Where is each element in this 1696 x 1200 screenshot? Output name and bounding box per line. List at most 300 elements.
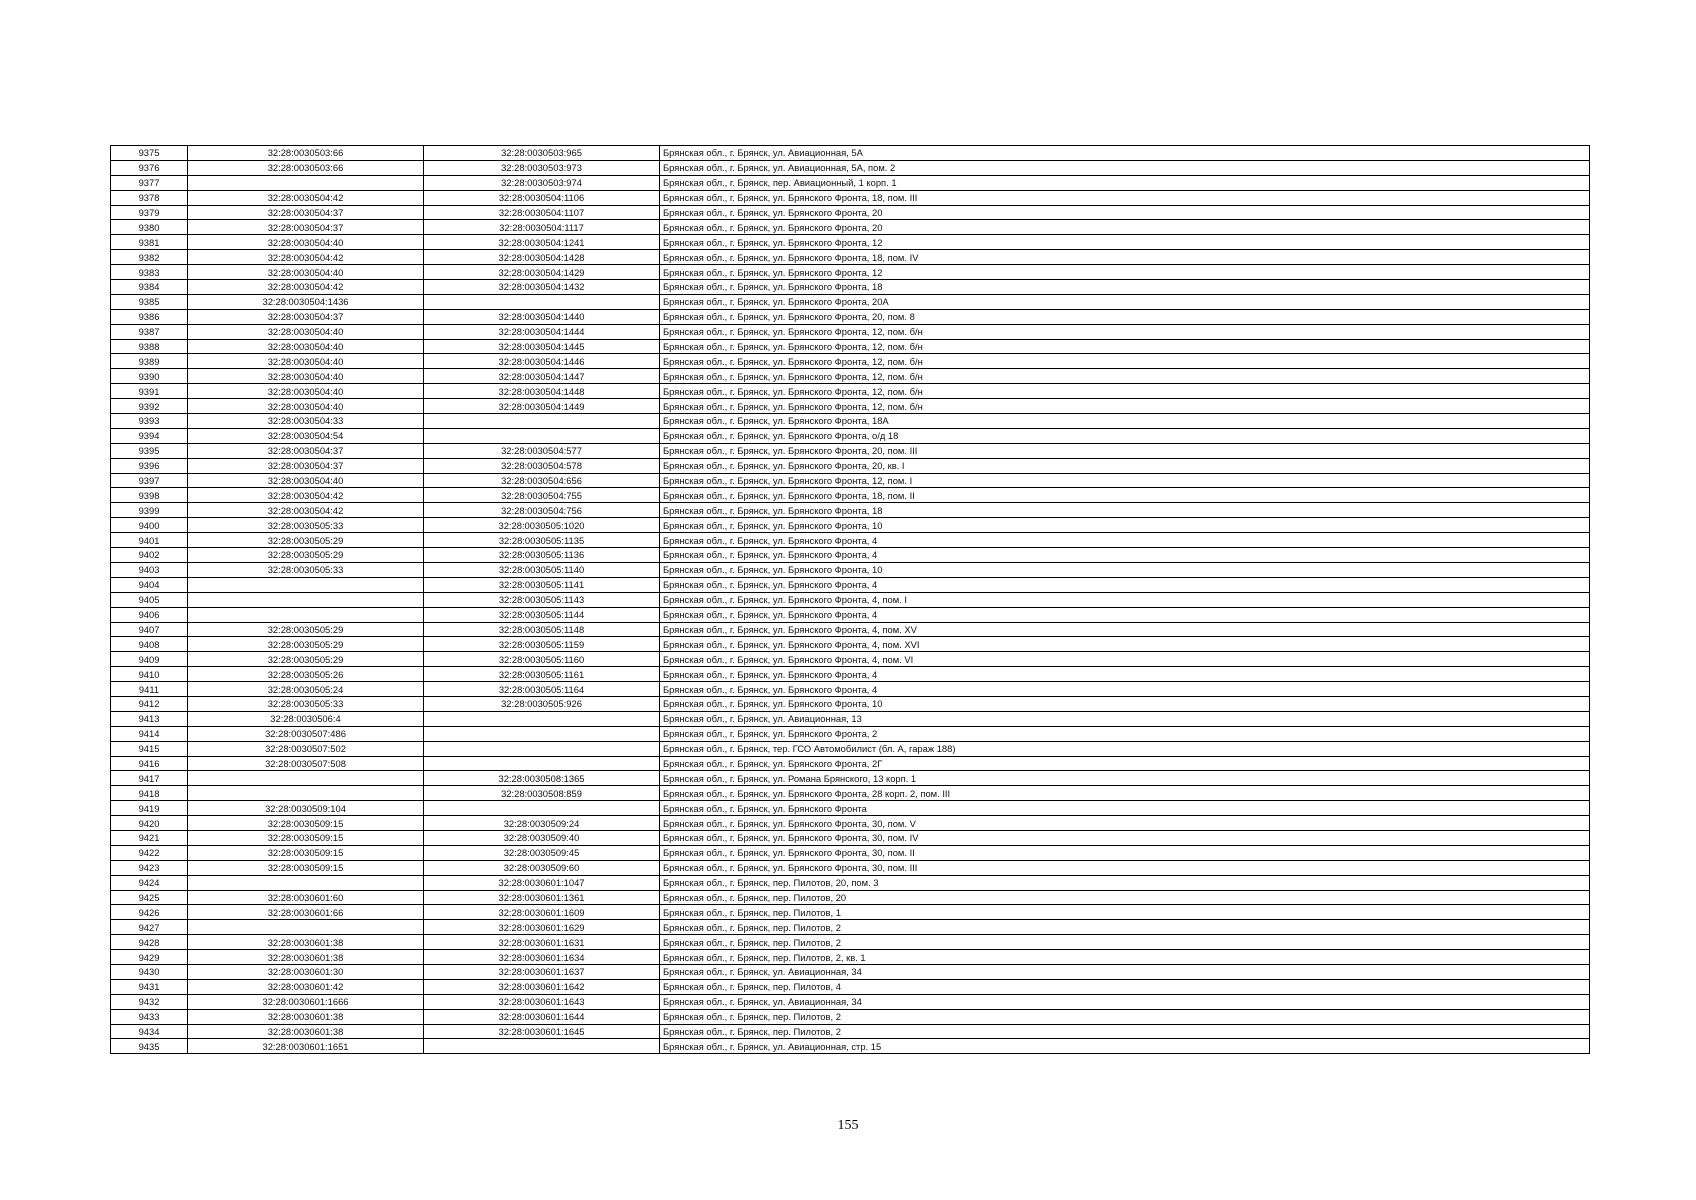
row-number-cell: 9413 (111, 711, 188, 726)
land-cadastral-number-cell: 32:28:0030509:15 (188, 860, 424, 875)
object-cadastral-number-cell: 32:28:0030503:973 (424, 160, 660, 175)
address-cell: Брянская обл., г. Брянск, ул. Брянского Фронта, 12, пом. б/н (660, 339, 1590, 354)
address-cell: Брянская обл., г. Брянск, ул. Брянского Фронта, 10 (660, 696, 1590, 711)
address-cell: Брянская обл., г. Брянск, ул. Брянского Фронта, 30, пом. II (660, 845, 1590, 860)
row-number-cell: 9383 (111, 265, 188, 280)
row-number-cell: 9396 (111, 458, 188, 473)
row-number-cell: 9377 (111, 175, 188, 190)
table-row (111, 905, 1590, 920)
row-number-cell: 9422 (111, 845, 188, 860)
address-cell: Брянская обл., г. Брянск, ул. Авиационная, 34 (660, 964, 1590, 979)
land-cadastral-number-cell: 32:28:0030504:37 (188, 220, 424, 235)
row-number-cell: 9381 (111, 235, 188, 250)
land-cadastral-number-cell: 32:28:0030505:29 (188, 533, 424, 548)
row-number-cell: 9390 (111, 369, 188, 384)
row-number-cell: 9400 (111, 518, 188, 533)
row-number-cell: 9423 (111, 860, 188, 875)
address-cell: Брянская обл., г. Брянск, ул. Брянского Фронта, 12, пом. б/н (660, 399, 1590, 414)
table-row (111, 890, 1590, 905)
land-cadastral-number-cell: 32:28:0030504:37 (188, 309, 424, 324)
row-number-cell: 9415 (111, 741, 188, 756)
table-row (111, 696, 1590, 711)
land-cadastral-number-cell: 32:28:0030504:42 (188, 503, 424, 518)
table-row (111, 950, 1590, 965)
object-cadastral-number-cell (424, 428, 660, 443)
row-number-cell: 9416 (111, 756, 188, 771)
address-cell: Брянская обл., г. Брянск, ул. Брянского Фронта, 20А (660, 294, 1590, 309)
land-cadastral-number-cell (188, 875, 424, 890)
row-number-cell: 9418 (111, 786, 188, 801)
table-row (111, 682, 1590, 697)
address-cell: Брянская обл., г. Брянск, ул. Брянского Фронта, 12 (660, 265, 1590, 280)
row-number-cell: 9430 (111, 964, 188, 979)
object-cadastral-number-cell: 32:28:0030504:1117 (424, 220, 660, 235)
row-number-cell: 9399 (111, 503, 188, 518)
table-row (111, 711, 1590, 726)
row-number-cell: 9435 (111, 1039, 188, 1054)
land-cadastral-number-cell (188, 577, 424, 592)
object-cadastral-number-cell: 32:28:0030504:1428 (424, 250, 660, 265)
address-cell: Брянская обл., г. Брянск, ул. Брянского Фронта, 12, пом. б/н (660, 354, 1590, 369)
address-cell: Брянская обл., г. Брянск, ул. Брянского Фронта, 30, пом. V (660, 816, 1590, 831)
land-cadastral-number-cell: 32:28:0030504:40 (188, 324, 424, 339)
object-cadastral-number-cell: 32:28:0030509:40 (424, 830, 660, 845)
object-cadastral-number-cell: 32:28:0030504:1106 (424, 190, 660, 205)
address-cell: Брянская обл., г. Брянск, ул. Романа Брянского, 13 корп. 1 (660, 771, 1590, 786)
land-cadastral-number-cell: 32:28:0030601:1666 (188, 994, 424, 1009)
address-cell: Брянская обл., г. Брянск, ул. Брянского Фронта, 18, пом. III (660, 190, 1590, 205)
object-cadastral-number-cell: 32:28:0030503:965 (424, 146, 660, 161)
object-cadastral-number-cell: 32:28:0030505:1148 (424, 622, 660, 637)
row-number-cell: 9407 (111, 622, 188, 637)
object-cadastral-number-cell: 32:28:0030504:1107 (424, 205, 660, 220)
object-cadastral-number-cell (424, 756, 660, 771)
row-number-cell: 9424 (111, 875, 188, 890)
object-cadastral-number-cell: 32:28:0030508:859 (424, 786, 660, 801)
address-cell: Брянская обл., г. Брянск, ул. Брянского Фронта, 12, пом. б/н (660, 384, 1590, 399)
land-cadastral-number-cell: 32:28:0030601:38 (188, 1024, 424, 1039)
row-number-cell: 9409 (111, 652, 188, 667)
land-cadastral-number-cell: 32:28:0030601:38 (188, 950, 424, 965)
address-cell: Брянская обл., г. Брянск, пер. Пилотов, 2 (660, 920, 1590, 935)
object-cadastral-number-cell: 32:28:0030505:1159 (424, 637, 660, 652)
address-cell: Брянская обл., г. Брянск, ул. Авиационная, 5А (660, 146, 1590, 161)
land-cadastral-number-cell: 32:28:0030504:40 (188, 235, 424, 250)
land-cadastral-number-cell: 32:28:0030503:66 (188, 160, 424, 175)
address-cell: Брянская обл., г. Брянск, ул. Брянского Фронта, 4, пом. XV (660, 622, 1590, 637)
object-cadastral-number-cell: 32:28:0030601:1629 (424, 920, 660, 935)
table-row (111, 994, 1590, 1009)
row-number-cell: 9376 (111, 160, 188, 175)
row-number-cell: 9387 (111, 324, 188, 339)
address-cell: Брянская обл., г. Брянск, ул. Брянского Фронта, 4 (660, 607, 1590, 622)
row-number-cell: 9405 (111, 592, 188, 607)
table-row (111, 220, 1590, 235)
table-row (111, 265, 1590, 280)
table-row (111, 146, 1590, 161)
address-cell: Брянская обл., г. Брянск, ул. Брянского Фронта, 4, пом. I (660, 592, 1590, 607)
object-cadastral-number-cell: 32:28:0030504:1446 (424, 354, 660, 369)
address-cell: Брянская обл., г. Брянск, ул. Авиационная, 34 (660, 994, 1590, 1009)
land-cadastral-number-cell (188, 607, 424, 622)
row-number-cell: 9397 (111, 473, 188, 488)
land-cadastral-number-cell: 32:28:0030504:40 (188, 265, 424, 280)
table-row (111, 786, 1590, 801)
table-row (111, 1039, 1590, 1054)
row-number-cell: 9386 (111, 309, 188, 324)
land-cadastral-number-cell: 32:28:0030505:29 (188, 548, 424, 563)
object-cadastral-number-cell (424, 1039, 660, 1054)
table-row (111, 205, 1590, 220)
table-row (111, 160, 1590, 175)
address-cell: Брянская обл., г. Брянск, ул. Брянского Фронта, 4 (660, 548, 1590, 563)
land-cadastral-number-cell: 32:28:0030505:24 (188, 682, 424, 697)
address-cell: Брянская обл., г. Брянск, пер. Авиационный, 1 корп. 1 (660, 175, 1590, 190)
page-number: 155 (837, 1118, 859, 1133)
object-cadastral-number-cell: 32:28:0030505:1141 (424, 577, 660, 592)
table-row (111, 190, 1590, 205)
address-cell: Брянская обл., г. Брянск, ул. Брянского Фронта, 30, пом. III (660, 860, 1590, 875)
object-cadastral-number-cell: 32:28:0030504:578 (424, 458, 660, 473)
table-row (111, 354, 1590, 369)
land-cadastral-number-cell: 32:28:0030504:40 (188, 354, 424, 369)
address-cell: Брянская обл., г. Брянск, ул. Брянского Фронта, 2Г (660, 756, 1590, 771)
object-cadastral-number-cell: 32:28:0030505:926 (424, 696, 660, 711)
registry-table (110, 145, 1590, 1054)
object-cadastral-number-cell: 32:28:0030505:1160 (424, 652, 660, 667)
address-cell: Брянская обл., г. Брянск, ул. Авиационная, 13 (660, 711, 1590, 726)
table-row (111, 875, 1590, 890)
table-row (111, 384, 1590, 399)
table-row (111, 935, 1590, 950)
row-number-cell: 9402 (111, 548, 188, 563)
land-cadastral-number-cell (188, 771, 424, 786)
object-cadastral-number-cell (424, 726, 660, 741)
address-cell: Брянская обл., г. Брянск, ул. Брянского Фронта, 12, пом. I (660, 473, 1590, 488)
table-row (111, 533, 1590, 548)
object-cadastral-number-cell: 32:28:0030601:1361 (424, 890, 660, 905)
object-cadastral-number-cell: 32:28:0030504:756 (424, 503, 660, 518)
row-number-cell: 9385 (111, 294, 188, 309)
land-cadastral-number-cell: 32:28:0030505:29 (188, 622, 424, 637)
table-row (111, 607, 1590, 622)
row-number-cell: 9398 (111, 488, 188, 503)
land-cadastral-number-cell: 32:28:0030504:40 (188, 384, 424, 399)
row-number-cell: 9419 (111, 801, 188, 816)
land-cadastral-number-cell (188, 175, 424, 190)
address-cell: Брянская обл., г. Брянск, ул. Брянского Фронта, 12, пом. б/н (660, 369, 1590, 384)
address-cell: Брянская обл., г. Брянск, ул. Брянского Фронта, 4, пом. VI (660, 652, 1590, 667)
row-number-cell: 9406 (111, 607, 188, 622)
object-cadastral-number-cell: 32:28:0030504:1241 (424, 235, 660, 250)
row-number-cell: 9379 (111, 205, 188, 220)
table-row (111, 577, 1590, 592)
registry-table-body (111, 146, 1590, 1054)
object-cadastral-number-cell: 32:28:0030509:45 (424, 845, 660, 860)
table-row (111, 518, 1590, 533)
table-row (111, 637, 1590, 652)
address-cell: Брянская обл., г. Брянск, ул. Брянского Фронта, 20, пом. 8 (660, 309, 1590, 324)
row-number-cell: 9434 (111, 1024, 188, 1039)
object-cadastral-number-cell: 32:28:0030601:1609 (424, 905, 660, 920)
row-number-cell: 9410 (111, 667, 188, 682)
address-cell: Брянская обл., г. Брянск, ул. Брянского Фронта, 4 (660, 682, 1590, 697)
row-number-cell: 9414 (111, 726, 188, 741)
row-number-cell: 9408 (111, 637, 188, 652)
row-number-cell: 9389 (111, 354, 188, 369)
address-cell: Брянская обл., г. Брянск, пер. Пилотов, 4 (660, 979, 1590, 994)
object-cadastral-number-cell: 32:28:0030505:1143 (424, 592, 660, 607)
row-number-cell: 9417 (111, 771, 188, 786)
land-cadastral-number-cell: 32:28:0030504:37 (188, 458, 424, 473)
address-cell: Брянская обл., г. Брянск, ул. Брянского Фронта, 18А (660, 414, 1590, 429)
object-cadastral-number-cell: 32:28:0030601:1631 (424, 935, 660, 950)
table-row (111, 1009, 1590, 1024)
object-cadastral-number-cell: 32:28:0030504:577 (424, 443, 660, 458)
address-cell: Брянская обл., г. Брянск, ул. Брянского Фронта, 28 корп. 2, пом. III (660, 786, 1590, 801)
table-row (111, 816, 1590, 831)
row-number-cell: 9428 (111, 935, 188, 950)
land-cadastral-number-cell: 32:28:0030504:40 (188, 339, 424, 354)
address-cell: Брянская обл., г. Брянск, ул. Брянского Фронта, 18 (660, 503, 1590, 518)
table-row (111, 235, 1590, 250)
land-cadastral-number-cell (188, 920, 424, 935)
address-cell: Брянская обл., г. Брянск, ул. Брянского Фронта, 4 (660, 667, 1590, 682)
address-cell: Брянская обл., г. Брянск, ул. Авиационная, стр. 15 (660, 1039, 1590, 1054)
address-cell: Брянская обл., г. Брянск, ул. Брянского Фронта (660, 801, 1590, 816)
land-cadastral-number-cell: 32:28:0030505:33 (188, 562, 424, 577)
land-cadastral-number-cell: 32:28:0030601:30 (188, 964, 424, 979)
land-cadastral-number-cell: 32:28:0030503:66 (188, 146, 424, 161)
land-cadastral-number-cell: 32:28:0030505:26 (188, 667, 424, 682)
land-cadastral-number-cell: 32:28:0030504:40 (188, 473, 424, 488)
land-cadastral-number-cell: 32:28:0030505:33 (188, 518, 424, 533)
land-cadastral-number-cell: 32:28:0030504:42 (188, 250, 424, 265)
table-row (111, 324, 1590, 339)
address-cell: Брянская обл., г. Брянск, ул. Брянского Фронта, 18 (660, 280, 1590, 295)
land-cadastral-number-cell: 32:28:0030507:508 (188, 756, 424, 771)
object-cadastral-number-cell: 32:28:0030504:1445 (424, 339, 660, 354)
object-cadastral-number-cell: 32:28:0030505:1164 (424, 682, 660, 697)
land-cadastral-number-cell: 32:28:0030505:33 (188, 696, 424, 711)
table-row (111, 280, 1590, 295)
object-cadastral-number-cell: 32:28:0030504:755 (424, 488, 660, 503)
table-row (111, 964, 1590, 979)
address-cell: Брянская обл., г. Брянск, пер. Пилотов, 2 (660, 1024, 1590, 1039)
land-cadastral-number-cell: 32:28:0030509:104 (188, 801, 424, 816)
object-cadastral-number-cell: 32:28:0030505:1144 (424, 607, 660, 622)
land-cadastral-number-cell: 32:28:0030601:42 (188, 979, 424, 994)
table-row (111, 399, 1590, 414)
table-row (111, 771, 1590, 786)
address-cell: Брянская обл., г. Брянск, пер. Пилотов, 20 (660, 890, 1590, 905)
table-row (111, 473, 1590, 488)
table-row (111, 1024, 1590, 1039)
address-cell: Брянская обл., г. Брянск, пер. Пилотов, 2, кв. 1 (660, 950, 1590, 965)
row-number-cell: 9429 (111, 950, 188, 965)
table-row (111, 652, 1590, 667)
row-number-cell: 9393 (111, 414, 188, 429)
table-row (111, 339, 1590, 354)
table-row (111, 458, 1590, 473)
table-row (111, 845, 1590, 860)
land-cadastral-number-cell: 32:28:0030507:502 (188, 741, 424, 756)
address-cell: Брянская обл., г. Брянск, ул. Брянского Фронта, 18, пом. IV (660, 250, 1590, 265)
object-cadastral-number-cell: 32:28:0030508:1365 (424, 771, 660, 786)
land-cadastral-number-cell: 32:28:0030505:29 (188, 637, 424, 652)
object-cadastral-number-cell: 32:28:0030503:974 (424, 175, 660, 190)
table-row (111, 667, 1590, 682)
object-cadastral-number-cell (424, 294, 660, 309)
land-cadastral-number-cell: 32:28:0030504:54 (188, 428, 424, 443)
table-row (111, 860, 1590, 875)
table-row (111, 294, 1590, 309)
address-cell: Брянская обл., г. Брянск, ул. Брянского Фронта, 20 (660, 220, 1590, 235)
row-number-cell: 9431 (111, 979, 188, 994)
table-row (111, 503, 1590, 518)
address-cell: Брянская обл., г. Брянск, ул. Брянского Фронта, 4 (660, 533, 1590, 548)
object-cadastral-number-cell: 32:28:0030509:24 (424, 816, 660, 831)
object-cadastral-number-cell: 32:28:0030504:1449 (424, 399, 660, 414)
object-cadastral-number-cell: 32:28:0030504:1447 (424, 369, 660, 384)
land-cadastral-number-cell: 32:28:0030506:4 (188, 711, 424, 726)
address-cell: Брянская обл., г. Брянск, тер. ГСО Автомобилист (бл. А, гараж 188) (660, 741, 1590, 756)
land-cadastral-number-cell (188, 786, 424, 801)
row-number-cell: 9394 (111, 428, 188, 443)
address-cell: Брянская обл., г. Брянск, ул. Брянского Фронта, 10 (660, 562, 1590, 577)
object-cadastral-number-cell: 32:28:0030601:1047 (424, 875, 660, 890)
land-cadastral-number-cell: 32:28:0030601:38 (188, 1009, 424, 1024)
object-cadastral-number-cell: 32:28:0030601:1642 (424, 979, 660, 994)
land-cadastral-number-cell: 32:28:0030504:37 (188, 443, 424, 458)
table-row (111, 250, 1590, 265)
row-number-cell: 9412 (111, 696, 188, 711)
object-cadastral-number-cell (424, 801, 660, 816)
table-row (111, 830, 1590, 845)
row-number-cell: 9401 (111, 533, 188, 548)
object-cadastral-number-cell: 32:28:0030505:1020 (424, 518, 660, 533)
address-cell: Брянская обл., г. Брянск, ул. Брянского Фронта, 2 (660, 726, 1590, 741)
land-cadastral-number-cell: 32:28:0030504:40 (188, 369, 424, 384)
object-cadastral-number-cell: 32:28:0030505:1140 (424, 562, 660, 577)
table-row (111, 562, 1590, 577)
object-cadastral-number-cell: 32:28:0030601:1644 (424, 1009, 660, 1024)
object-cadastral-number-cell: 32:28:0030601:1645 (424, 1024, 660, 1039)
land-cadastral-number-cell: 32:28:0030509:15 (188, 816, 424, 831)
object-cadastral-number-cell: 32:28:0030505:1136 (424, 548, 660, 563)
object-cadastral-number-cell: 32:28:0030601:1643 (424, 994, 660, 1009)
table-row (111, 920, 1590, 935)
land-cadastral-number-cell: 32:28:0030601:60 (188, 890, 424, 905)
row-number-cell: 9391 (111, 384, 188, 399)
table-row (111, 592, 1590, 607)
row-number-cell: 9411 (111, 682, 188, 697)
object-cadastral-number-cell: 32:28:0030601:1637 (424, 964, 660, 979)
table-row (111, 548, 1590, 563)
row-number-cell: 9375 (111, 146, 188, 161)
object-cadastral-number-cell: 32:28:0030504:1429 (424, 265, 660, 280)
land-cadastral-number-cell: 32:28:0030504:42 (188, 488, 424, 503)
object-cadastral-number-cell: 32:28:0030504:656 (424, 473, 660, 488)
land-cadastral-number-cell: 32:28:0030601:1651 (188, 1039, 424, 1054)
land-cadastral-number-cell: 32:28:0030509:15 (188, 845, 424, 860)
address-cell: Брянская обл., г. Брянск, ул. Брянского Фронта, 10 (660, 518, 1590, 533)
row-number-cell: 9420 (111, 816, 188, 831)
object-cadastral-number-cell: 32:28:0030504:1444 (424, 324, 660, 339)
object-cadastral-number-cell: 32:28:0030504:1440 (424, 309, 660, 324)
table-row (111, 726, 1590, 741)
object-cadastral-number-cell: 32:28:0030505:1161 (424, 667, 660, 682)
row-number-cell: 9392 (111, 399, 188, 414)
address-cell: Брянская обл., г. Брянск, пер. Пилотов, 2 (660, 935, 1590, 950)
object-cadastral-number-cell: 32:28:0030509:60 (424, 860, 660, 875)
address-cell: Брянская обл., г. Брянск, ул. Брянского Фронта, 4 (660, 577, 1590, 592)
address-cell: Брянская обл., г. Брянск, ул. Брянского Фронта, 12 (660, 235, 1590, 250)
land-cadastral-number-cell: 32:28:0030504:42 (188, 280, 424, 295)
land-cadastral-number-cell: 32:28:0030504:1436 (188, 294, 424, 309)
table-row (111, 309, 1590, 324)
land-cadastral-number-cell: 32:28:0030504:37 (188, 205, 424, 220)
land-cadastral-number-cell: 32:28:0030505:29 (188, 652, 424, 667)
address-cell: Брянская обл., г. Брянск, ул. Брянского Фронта, 18, пом. II (660, 488, 1590, 503)
table-row (111, 488, 1590, 503)
address-cell: Брянская обл., г. Брянск, ул. Брянского Фронта, 20, кв. I (660, 458, 1590, 473)
table-row (111, 175, 1590, 190)
address-cell: Брянская обл., г. Брянск, ул. Авиационная, 5А, пом. 2 (660, 160, 1590, 175)
row-number-cell: 9378 (111, 190, 188, 205)
object-cadastral-number-cell: 32:28:0030504:1432 (424, 280, 660, 295)
address-cell: Брянская обл., г. Брянск, ул. Брянского Фронта, о/д 18 (660, 428, 1590, 443)
address-cell: Брянская обл., г. Брянск, пер. Пилотов, 1 (660, 905, 1590, 920)
row-number-cell: 9382 (111, 250, 188, 265)
land-cadastral-number-cell: 32:28:0030504:40 (188, 399, 424, 414)
address-cell: Брянская обл., г. Брянск, пер. Пилотов, 20, пом. 3 (660, 875, 1590, 890)
row-number-cell: 9433 (111, 1009, 188, 1024)
address-cell: Брянская обл., г. Брянск, ул. Брянского Фронта, 30, пом. IV (660, 830, 1590, 845)
table-row (111, 801, 1590, 816)
table-row (111, 428, 1590, 443)
row-number-cell: 9426 (111, 905, 188, 920)
address-cell: Брянская обл., г. Брянск, ул. Брянского Фронта, 12, пом. б/н (660, 324, 1590, 339)
land-cadastral-number-cell: 32:28:0030509:15 (188, 830, 424, 845)
row-number-cell: 9432 (111, 994, 188, 1009)
address-cell: Брянская обл., г. Брянск, ул. Брянского Фронта, 4, пом. XVI (660, 637, 1590, 652)
land-cadastral-number-cell: 32:28:0030504:42 (188, 190, 424, 205)
address-cell: Брянская обл., г. Брянск, ул. Брянского Фронта, 20 (660, 205, 1590, 220)
row-number-cell: 9421 (111, 830, 188, 845)
row-number-cell: 9384 (111, 280, 188, 295)
row-number-cell: 9388 (111, 339, 188, 354)
table-row (111, 369, 1590, 384)
table-row (111, 979, 1590, 994)
object-cadastral-number-cell (424, 711, 660, 726)
land-cadastral-number-cell: 32:28:0030507:486 (188, 726, 424, 741)
table-row (111, 741, 1590, 756)
table-row (111, 622, 1590, 637)
object-cadastral-number-cell: 32:28:0030504:1448 (424, 384, 660, 399)
table-row (111, 443, 1590, 458)
land-cadastral-number-cell (188, 592, 424, 607)
land-cadastral-number-cell: 32:28:0030504:33 (188, 414, 424, 429)
object-cadastral-number-cell: 32:28:0030601:1634 (424, 950, 660, 965)
row-number-cell: 9380 (111, 220, 188, 235)
object-cadastral-number-cell (424, 741, 660, 756)
row-number-cell: 9425 (111, 890, 188, 905)
row-number-cell: 9427 (111, 920, 188, 935)
row-number-cell: 9395 (111, 443, 188, 458)
address-cell: Брянская обл., г. Брянск, пер. Пилотов, 2 (660, 1009, 1590, 1024)
table-row (111, 756, 1590, 771)
